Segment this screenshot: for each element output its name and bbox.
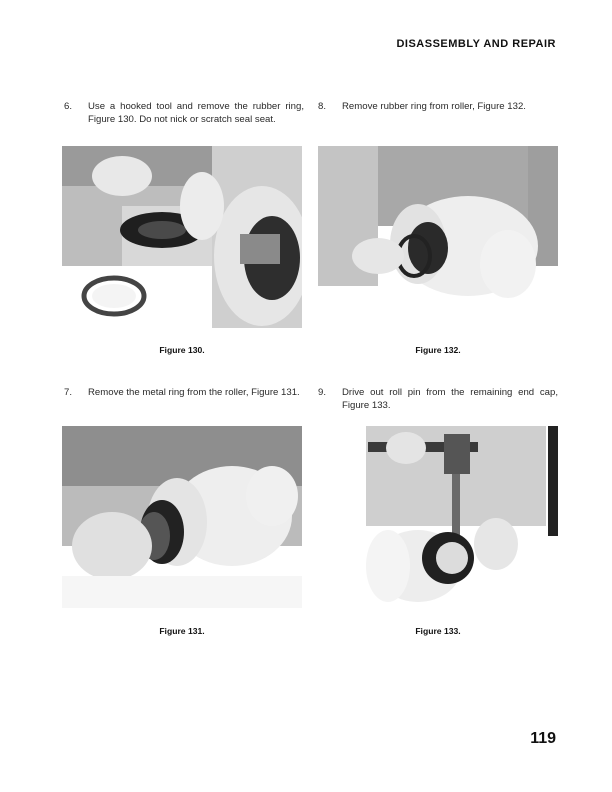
section-header: DISASSEMBLY AND REPAIR [396, 38, 556, 50]
step-number: 7. [64, 387, 73, 398]
step-number: 6. [64, 101, 73, 112]
figure-133-photo [318, 426, 558, 608]
step-text: Remove rubber ring from roller, Figure 132. [342, 101, 526, 112]
figure-130-caption: Figure 130. [159, 345, 205, 355]
figure-132-photo [318, 146, 558, 328]
step-number: 8. [318, 101, 327, 112]
figure-130-photo [62, 146, 302, 328]
step-number: 9. [318, 387, 327, 398]
figure-131-photo [62, 426, 302, 608]
figure-133-caption: Figure 133. [415, 626, 461, 636]
figure-132-caption: Figure 132. [415, 345, 461, 355]
step-text: Remove the metal ring from the roller, Figure 131. [88, 387, 300, 398]
figure-131-caption: Figure 131. [159, 626, 205, 636]
page-number: 119 [530, 730, 556, 747]
step-text: Use a hooked tool and remove the rubber ring, Figure 130. Do not nick or scratch seal seat. [88, 101, 304, 125]
step-text: Drive out roll pin from the remaining end cap, Figure 133. [342, 387, 558, 411]
